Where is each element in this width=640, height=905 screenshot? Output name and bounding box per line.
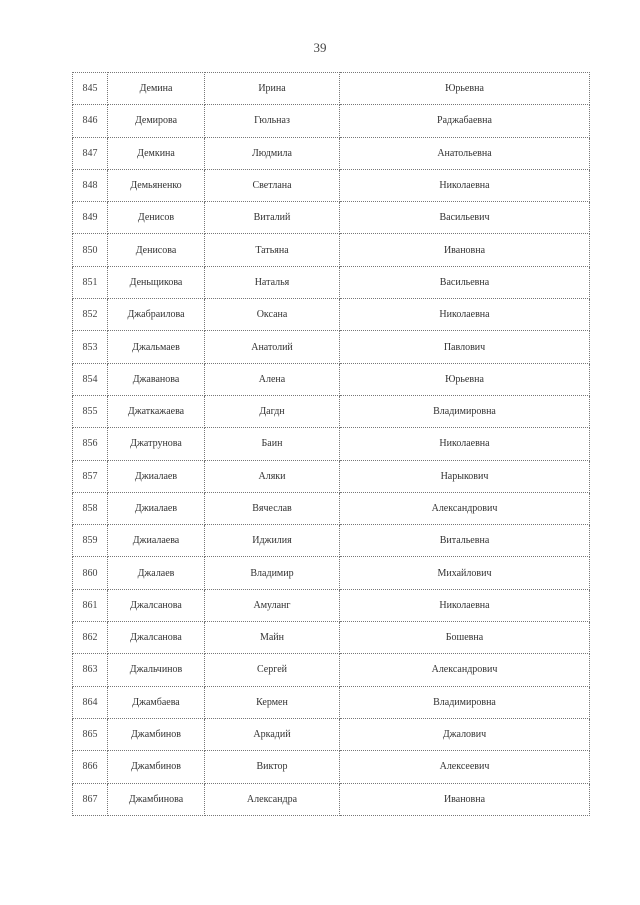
row-number-cell: 863 — [73, 654, 108, 686]
given-name-cell: Кермен — [205, 686, 340, 718]
roster-table — [72, 72, 590, 816]
table-row — [73, 169, 590, 201]
given-name-cell: Аркадий — [205, 718, 340, 750]
surname-cell: Джамбинова — [108, 783, 205, 815]
given-name-cell: Виктор — [205, 751, 340, 783]
patronymic-cell: Юрьевна — [340, 73, 590, 105]
row-number-cell: 858 — [73, 492, 108, 524]
row-number-cell: 866 — [73, 751, 108, 783]
given-name-cell: Баин — [205, 428, 340, 460]
given-name-cell: Ирина — [205, 73, 340, 105]
row-number-cell: 849 — [73, 202, 108, 234]
table-row — [73, 718, 590, 750]
patronymic-cell: Раджабаевна — [340, 105, 590, 137]
row-number-cell: 859 — [73, 525, 108, 557]
surname-cell: Джабраилова — [108, 299, 205, 331]
patronymic-cell: Ивановна — [340, 783, 590, 815]
row-number-cell: 848 — [73, 169, 108, 201]
surname-cell: Джальчинов — [108, 654, 205, 686]
patronymic-cell: Николаевна — [340, 169, 590, 201]
row-number-cell: 856 — [73, 428, 108, 460]
table-row — [73, 492, 590, 524]
row-number-cell: 850 — [73, 234, 108, 266]
given-name-cell: Виталий — [205, 202, 340, 234]
surname-cell: Деньщикова — [108, 266, 205, 298]
row-number-cell: 852 — [73, 299, 108, 331]
patronymic-cell: Джалович — [340, 718, 590, 750]
surname-cell: Джальмаев — [108, 331, 205, 363]
table-row — [73, 622, 590, 654]
patronymic-cell: Владимировна — [340, 395, 590, 427]
table-row — [73, 137, 590, 169]
table-row — [73, 557, 590, 589]
row-number-cell: 862 — [73, 622, 108, 654]
table-row — [73, 751, 590, 783]
table-row — [73, 73, 590, 105]
surname-cell: Демьяненко — [108, 169, 205, 201]
surname-cell: Джалаев — [108, 557, 205, 589]
surname-cell: Джамбинов — [108, 718, 205, 750]
given-name-cell: Оксана — [205, 299, 340, 331]
surname-cell: Джаванова — [108, 363, 205, 395]
given-name-cell: Гюльназ — [205, 105, 340, 137]
surname-cell: Джалсанова — [108, 589, 205, 621]
given-name-cell: Владимир — [205, 557, 340, 589]
patronymic-cell: Владимировна — [340, 686, 590, 718]
given-name-cell: Дагдн — [205, 395, 340, 427]
given-name-cell: Амуланг — [205, 589, 340, 621]
table-row — [73, 266, 590, 298]
surname-cell: Денисова — [108, 234, 205, 266]
row-number-cell: 857 — [73, 460, 108, 492]
patronymic-cell: Ивановна — [340, 234, 590, 266]
surname-cell: Джатрунова — [108, 428, 205, 460]
table-row — [73, 525, 590, 557]
table-row — [73, 460, 590, 492]
given-name-cell: Вячеслав — [205, 492, 340, 524]
patronymic-cell: Витальевна — [340, 525, 590, 557]
patronymic-cell: Михайлович — [340, 557, 590, 589]
row-number-cell: 864 — [73, 686, 108, 718]
patronymic-cell: Нарыкович — [340, 460, 590, 492]
row-number-cell: 861 — [73, 589, 108, 621]
row-number-cell: 860 — [73, 557, 108, 589]
given-name-cell: Александра — [205, 783, 340, 815]
patronymic-cell: Васильевна — [340, 266, 590, 298]
table-row — [73, 105, 590, 137]
surname-cell: Джиалаев — [108, 460, 205, 492]
table-row — [73, 234, 590, 266]
patronymic-cell: Васильевич — [340, 202, 590, 234]
patronymic-cell: Павлович — [340, 331, 590, 363]
surname-cell: Джаткажаева — [108, 395, 205, 427]
given-name-cell: Анатолий — [205, 331, 340, 363]
roster-body — [73, 73, 590, 816]
row-number-cell: 867 — [73, 783, 108, 815]
table-row — [73, 686, 590, 718]
table-row — [73, 589, 590, 621]
table-row — [73, 299, 590, 331]
table-row — [73, 202, 590, 234]
surname-cell: Денисов — [108, 202, 205, 234]
patronymic-cell: Алексеевич — [340, 751, 590, 783]
given-name-cell: Людмила — [205, 137, 340, 169]
page-number: 39 — [313, 40, 327, 55]
row-number-cell: 854 — [73, 363, 108, 395]
surname-cell: Джиалаева — [108, 525, 205, 557]
row-number-cell: 847 — [73, 137, 108, 169]
surname-cell: Демирова — [108, 105, 205, 137]
table-row — [73, 654, 590, 686]
table-row — [73, 428, 590, 460]
patronymic-cell: Николаевна — [340, 589, 590, 621]
patronymic-cell: Бошевна — [340, 622, 590, 654]
row-number-cell: 846 — [73, 105, 108, 137]
table-row — [73, 331, 590, 363]
given-name-cell: Наталья — [205, 266, 340, 298]
given-name-cell: Майн — [205, 622, 340, 654]
patronymic-cell: Николаевна — [340, 299, 590, 331]
given-name-cell: Светлана — [205, 169, 340, 201]
table-row — [73, 783, 590, 815]
given-name-cell: Иджилия — [205, 525, 340, 557]
given-name-cell: Татьяна — [205, 234, 340, 266]
surname-cell: Демина — [108, 73, 205, 105]
table-row — [73, 395, 590, 427]
table-row — [73, 363, 590, 395]
patronymic-cell: Александрович — [340, 492, 590, 524]
given-name-cell: Аляки — [205, 460, 340, 492]
surname-cell: Джиалаев — [108, 492, 205, 524]
row-number-cell: 851 — [73, 266, 108, 298]
patronymic-cell: Николаевна — [340, 428, 590, 460]
row-number-cell: 853 — [73, 331, 108, 363]
surname-cell: Джамбинов — [108, 751, 205, 783]
patronymic-cell: Александрович — [340, 654, 590, 686]
given-name-cell: Сергей — [205, 654, 340, 686]
surname-cell: Джамбаева — [108, 686, 205, 718]
surname-cell: Демкина — [108, 137, 205, 169]
given-name-cell: Алена — [205, 363, 340, 395]
row-number-cell: 845 — [73, 73, 108, 105]
row-number-cell: 855 — [73, 395, 108, 427]
row-number-cell: 865 — [73, 718, 108, 750]
patronymic-cell: Анатольевна — [340, 137, 590, 169]
patronymic-cell: Юрьевна — [340, 363, 590, 395]
surname-cell: Джалсанова — [108, 622, 205, 654]
